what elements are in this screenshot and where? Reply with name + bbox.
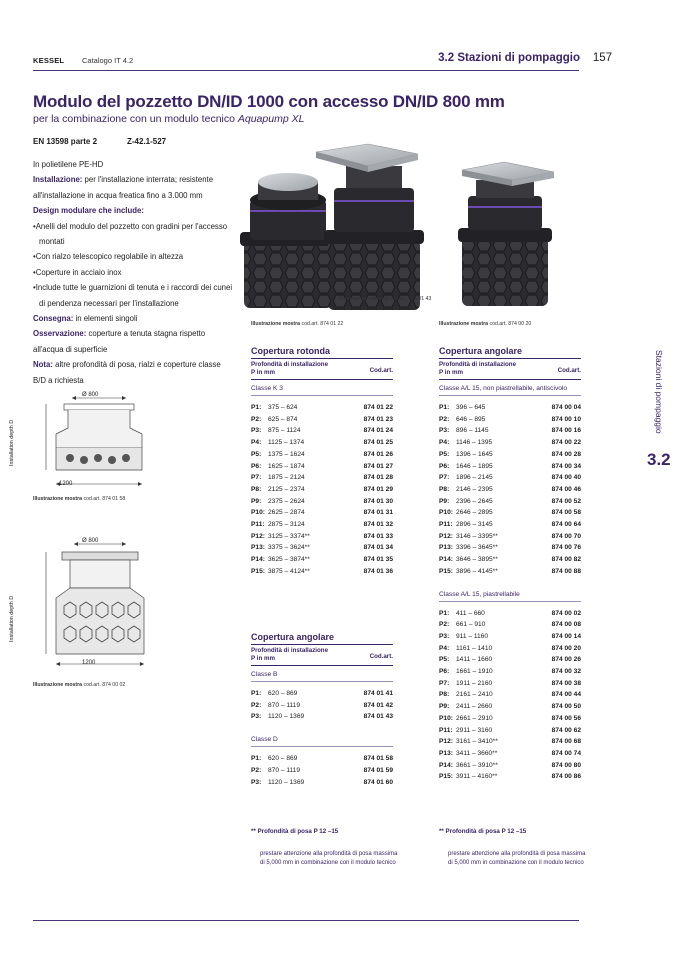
- catalog-label: Catalogo IT 4.2: [82, 56, 134, 65]
- depth-class: P3:: [439, 427, 450, 435]
- depth-range: 2911 – 3160: [456, 726, 493, 734]
- article-code: 874 01 26: [363, 450, 393, 458]
- depth-range: 620 – 869: [268, 690, 298, 697]
- table-row: [251, 472, 393, 484]
- article-code: 874 00 04: [551, 404, 581, 411]
- depth-range: 3911 – 4160**: [456, 773, 498, 781]
- article-code: 874 01 41: [363, 690, 393, 697]
- depth-class: P2:: [251, 766, 262, 774]
- depth-range: 3896 – 4145**: [456, 567, 498, 575]
- depth-class: P8:: [439, 691, 450, 699]
- article-code: 874 00 64: [551, 521, 581, 529]
- table-row: [439, 654, 581, 666]
- table-row: [251, 777, 393, 789]
- depth-class: P14:: [439, 761, 453, 769]
- depth-class: P4:: [439, 439, 450, 447]
- footnote-mark: ** Profondità di posa P 12 –15: [439, 828, 527, 835]
- depth-class: P1:: [251, 690, 262, 697]
- page-number: 157: [592, 52, 612, 64]
- article-code: 874 01 22: [363, 404, 393, 411]
- product-description: In polietilene PE-HD Installazione: per l'installazione interrata; resistente all'installazione in acqua freatica fino a 3.000 mm Design modulare che include: • Anelli del modulo del pozzetto con gradini per l'accesso montati • Con rialzo telescopico regolabile in altezza • Coperture in acciaio inox • Include tutte le guarnizioni di tenuta e i raccordi dei cunei di pendenza necessari per l'installazione Consegna: in elementi singoli Osservazione: coperture a tenuta stagna rispetto all'acqua di superficie Nota: altre profondità di posa, rialzi e coperture classe B/D a richiesta: [33, 157, 233, 388]
- caption-image-3: Illustrazione mostra cod.art. 874 00 20: [439, 321, 532, 327]
- depth-class: P7:: [251, 474, 262, 482]
- depth-range: 3411 – 3660**: [456, 749, 498, 757]
- round-cover-module: [240, 173, 336, 308]
- article-code: 874 00 44: [551, 691, 581, 699]
- depth-class: P10:: [251, 509, 265, 517]
- depth-class: P12:: [251, 532, 265, 540]
- table-row: [251, 496, 393, 508]
- article-code: 874 01 36: [363, 567, 393, 575]
- depth-range: 1896 – 2145: [456, 474, 493, 482]
- depth-class: P1:: [251, 404, 262, 411]
- class-label: Classe D: [251, 731, 393, 747]
- depth-class: P8:: [439, 485, 450, 493]
- norm-standard: EN 13598 parte 2: [33, 137, 98, 146]
- technical-drawing-round: [30, 388, 170, 492]
- article-code: 874 01 23: [363, 415, 393, 423]
- depth-class: P11:: [251, 521, 265, 529]
- depth-class: P3:: [251, 778, 262, 786]
- table-row: [251, 765, 393, 777]
- depth-range: 1646 – 1895: [456, 462, 493, 470]
- depth-range: 3625 – 3874**: [268, 556, 310, 564]
- table-title: Copertura angolare: [439, 346, 581, 359]
- table-row: [439, 472, 581, 484]
- depth-range: 2146 – 2395: [456, 485, 493, 493]
- article-code: 874 00 34: [551, 462, 581, 470]
- table-row: [439, 566, 581, 578]
- article-code: 874 00 88: [551, 567, 581, 575]
- article-code: 874 01 25: [363, 439, 393, 447]
- technical-drawing-angular: [30, 534, 170, 672]
- table-header: Profondità di installazione P in mm Cod.art.: [251, 645, 393, 666]
- table-row: [439, 725, 581, 737]
- article-code: 874 01 43: [363, 713, 393, 721]
- table-row: [439, 461, 581, 473]
- table-row: [251, 414, 393, 426]
- depth-range: 620 – 869: [268, 755, 298, 763]
- table-row: [251, 425, 393, 437]
- caption-image-1: Illustrazione mostra cod.art. 874 01 22: [251, 321, 344, 327]
- depth-class: P14:: [439, 556, 453, 564]
- depth-class: P12:: [439, 532, 453, 540]
- page-subtitle: per la combinazione con un modulo tecnico Aquapump XL: [33, 113, 305, 125]
- depth-range: 1411 – 1660: [456, 656, 493, 664]
- depth-class: P15:: [439, 773, 453, 781]
- article-code: 874 01 33: [363, 532, 393, 540]
- table-row: [251, 688, 393, 700]
- depth-range: 2161 – 2410: [456, 691, 493, 699]
- depth-range: 870 – 1119: [268, 701, 301, 709]
- article-code: 874 00 26: [551, 656, 581, 664]
- drawing1-depth: Installation depth D: [9, 419, 15, 466]
- depth-range: 2661 – 2910: [456, 714, 493, 722]
- table-row: [439, 531, 581, 543]
- depth-class: P9:: [439, 703, 450, 711]
- article-code: 874 00 52: [551, 497, 581, 505]
- article-code: 874 00 08: [551, 621, 581, 629]
- table-row: [439, 542, 581, 554]
- depth-range: 1120 – 1369: [268, 713, 305, 721]
- depth-class: P3:: [439, 632, 450, 640]
- article-code: 874 00 58: [551, 509, 581, 517]
- depth-range: 3375 – 3624**: [268, 544, 310, 552]
- depth-range: 661 – 910: [456, 621, 486, 629]
- drawing1-width: 1200: [59, 481, 73, 487]
- depth-class: P2:: [251, 701, 262, 709]
- table-row: [439, 666, 581, 678]
- depth-range: 1911 – 2160: [456, 679, 493, 687]
- section-title: 3.2 Stazioni di pompaggio: [438, 52, 580, 64]
- drawing1-diameter: Ø 800: [82, 392, 99, 398]
- depth-range: 1120 – 1369: [268, 778, 305, 786]
- table-row: [251, 554, 393, 566]
- drawing2-width: 1200: [82, 660, 96, 666]
- footnote-text: prestare attenzione alla profondità di posa massima di 5,000 mm in combinazione con il modulo tecnico: [448, 851, 586, 866]
- depth-range: 1396 – 1645: [456, 450, 493, 458]
- table-row: [251, 711, 393, 723]
- article-code: 874 01 28: [363, 474, 393, 482]
- table-row: [251, 700, 393, 712]
- depth-range: 3161 – 3410**: [456, 738, 498, 746]
- caption-drawing-2: Illustrazione mostra cod.art. 874 00 02: [33, 682, 126, 688]
- depth-class: P4:: [251, 439, 262, 447]
- depth-range: 875 – 1124: [268, 427, 301, 435]
- table-row: [251, 519, 393, 531]
- table-angular-cover-small: [251, 632, 393, 788]
- table-row: [439, 496, 581, 508]
- depth-range: 2125 – 2374: [268, 485, 305, 493]
- table-row: [251, 437, 393, 449]
- article-code: 874 00 86: [551, 773, 581, 781]
- depth-range: 896 – 1145: [456, 427, 489, 435]
- table-row: [439, 736, 581, 748]
- article-code: 874 00 50: [551, 703, 581, 711]
- depth-class: P4:: [439, 644, 450, 652]
- table-row: [439, 519, 581, 531]
- depth-class: P5:: [439, 450, 450, 458]
- depth-class: P5:: [251, 450, 262, 458]
- angular-cover-module-center: [316, 144, 424, 310]
- norm-approval: Z-42.1-527: [127, 137, 167, 146]
- article-code: 874 00 14: [551, 632, 581, 640]
- depth-class: P1:: [439, 609, 450, 617]
- table-row: [251, 402, 393, 414]
- depth-class: P3:: [251, 427, 262, 435]
- header-divider: [33, 70, 579, 71]
- table-row: [439, 449, 581, 461]
- depth-range: 3125 – 3374**: [268, 532, 310, 540]
- product-images: [236, 140, 576, 320]
- depth-class: P9:: [251, 497, 262, 505]
- caption-image-2: Illustrazione mostra cod.art. 874 01 43: [339, 296, 432, 302]
- article-code: 874 01 29: [363, 485, 393, 493]
- table-row: [439, 619, 581, 631]
- article-code: 874 00 82: [551, 556, 581, 564]
- table-row: [251, 507, 393, 519]
- article-code: 874 01 31: [363, 509, 393, 517]
- table-row: [439, 608, 581, 620]
- table-row: [251, 449, 393, 461]
- table-title: Copertura rotonda: [251, 346, 393, 359]
- table-row: [439, 437, 581, 449]
- depth-range: 396 – 645: [456, 404, 486, 411]
- depth-range: 870 – 1119: [268, 766, 301, 774]
- article-code: 874 01 24: [363, 427, 393, 435]
- footer-divider: [33, 920, 579, 921]
- footnote-text: prestare attenzione alla profondità di posa massima di 5,000 mm in combinazione con il modulo tecnico: [260, 851, 398, 866]
- depth-class: P2:: [439, 415, 450, 423]
- article-code: 874 01 60: [363, 778, 393, 786]
- table-row: [439, 701, 581, 713]
- table-row: [439, 484, 581, 496]
- article-code: 874 00 40: [551, 474, 581, 482]
- article-code: 874 00 80: [551, 761, 581, 769]
- class-label: Classe B: [251, 666, 393, 682]
- table-row: [439, 748, 581, 760]
- article-code: 874 00 02: [551, 609, 581, 617]
- article-code: 874 00 46: [551, 485, 581, 493]
- depth-range: 3661 – 3910**: [456, 761, 498, 769]
- article-code: 874 00 38: [551, 679, 581, 687]
- table-row: [439, 689, 581, 701]
- page-title: Modulo del pozzetto DN/ID 1000 con accesso DN/ID 800 mm: [33, 92, 505, 111]
- depth-range: 2396 – 2645: [456, 497, 493, 505]
- table-row: [439, 631, 581, 643]
- table-title: Copertura angolare: [251, 632, 393, 645]
- table-header: Profondità di installazione P in mm Cod.art.: [439, 359, 581, 380]
- depth-class: P7:: [439, 474, 450, 482]
- article-code: 874 01 42: [363, 701, 393, 709]
- table-row: [251, 461, 393, 473]
- depth-range: 2411 – 2660: [456, 703, 493, 711]
- depth-range: 3875 – 4124**: [268, 567, 310, 575]
- table-header: Profondità di installazione P in mm Cod.art.: [251, 359, 393, 380]
- drawing2-diameter: Ø 800: [82, 538, 99, 544]
- depth-range: 411 – 660: [456, 609, 485, 617]
- brand: KESSEL: [33, 56, 65, 65]
- footnote-mark: ** Profondità di posa P 12 –15: [251, 828, 339, 835]
- table-row: [251, 566, 393, 578]
- depth-class: P8:: [251, 485, 262, 493]
- depth-class: P13:: [251, 544, 265, 552]
- article-code: 874 01 34: [363, 544, 393, 552]
- article-code: 874 01 59: [363, 766, 393, 774]
- side-tab-label: Stazioni di pompaggio: [654, 350, 664, 434]
- article-code: 874 01 30: [363, 497, 393, 505]
- depth-class: P14:: [251, 556, 265, 564]
- class-label: Classe A/L 15, non piastrellabile, antiscivolo: [439, 380, 581, 396]
- table-row: [439, 425, 581, 437]
- depth-range: 1146 – 1395: [456, 439, 493, 447]
- depth-class: P5:: [439, 656, 450, 664]
- depth-class: P7:: [439, 679, 450, 687]
- depth-range: 375 – 624: [268, 404, 298, 411]
- table-row: [251, 542, 393, 554]
- depth-class: P2:: [439, 621, 450, 629]
- depth-range: 1661 – 1910: [456, 668, 493, 676]
- article-code: 874 00 16: [551, 427, 581, 435]
- depth-class: P2:: [251, 415, 262, 423]
- depth-class: P3:: [251, 713, 262, 721]
- depth-range: 1125 – 1374: [268, 439, 305, 447]
- drawing2-depth: Installation depth D: [9, 595, 15, 642]
- depth-class: P11:: [439, 521, 453, 529]
- article-code: 874 00 20: [551, 644, 581, 652]
- depth-class: P15:: [251, 567, 265, 575]
- depth-range: 3396 – 3645**: [456, 544, 498, 552]
- depth-class: P15:: [439, 567, 453, 575]
- depth-class: P10:: [439, 509, 453, 517]
- depth-class: P13:: [439, 749, 453, 757]
- article-code: 874 01 27: [363, 462, 393, 470]
- depth-class: P10:: [439, 714, 453, 722]
- caption-drawing-1: Illustrazione mostra cod.art. 874 01 58: [33, 496, 126, 502]
- article-code: 874 00 56: [551, 714, 581, 722]
- class-label: Classe A/L 15, piastrellabile: [439, 586, 581, 602]
- depth-class: P6:: [251, 462, 262, 470]
- depth-range: 646 – 895: [456, 415, 486, 423]
- table-row: [439, 760, 581, 772]
- depth-class: P9:: [439, 497, 450, 505]
- article-code: 874 00 76: [551, 544, 581, 552]
- table-row: [439, 771, 581, 783]
- class-label: Classe K 3: [251, 380, 393, 396]
- article-code: 874 00 10: [551, 415, 581, 423]
- table-angular-cover-large: [439, 346, 581, 783]
- article-code: 874 00 62: [551, 726, 581, 734]
- depth-class: P6:: [439, 462, 450, 470]
- depth-range: 2875 – 3124: [268, 521, 305, 529]
- table-row: [439, 414, 581, 426]
- side-tab-number: 3.2: [647, 450, 671, 469]
- table-row: [439, 678, 581, 690]
- depth-range: 1375 – 1624: [268, 450, 305, 458]
- depth-range: 1625 – 1874: [268, 462, 305, 470]
- table-row: [439, 713, 581, 725]
- depth-class: P1:: [439, 404, 450, 411]
- depth-range: 3146 – 3395**: [456, 532, 498, 540]
- table-row: [439, 643, 581, 655]
- depth-class: P6:: [439, 668, 450, 676]
- depth-range: 625 – 874: [268, 415, 298, 423]
- depth-range: 2896 – 3145: [456, 521, 493, 529]
- depth-class: P11:: [439, 726, 453, 734]
- article-code: 874 01 35: [363, 556, 393, 564]
- article-code: 874 00 68: [551, 738, 581, 746]
- table-row: [251, 484, 393, 496]
- depth-class: P12:: [439, 738, 453, 746]
- depth-range: 1875 – 2124: [268, 474, 305, 482]
- article-code: 874 00 70: [551, 532, 581, 540]
- article-code: 874 01 32: [363, 521, 393, 529]
- table-row: [251, 531, 393, 543]
- article-code: 874 00 22: [551, 439, 581, 447]
- depth-class: P1:: [251, 755, 262, 763]
- article-code: 874 00 74: [551, 749, 581, 757]
- article-code: 874 00 32: [551, 668, 581, 676]
- table-row: [439, 554, 581, 566]
- table-round-cover: [251, 346, 393, 578]
- depth-range: 911 – 1160: [456, 632, 489, 640]
- table-row: [251, 753, 393, 765]
- table-row: [439, 402, 581, 414]
- angular-cover-module-right: [458, 162, 554, 306]
- article-code: 874 00 28: [551, 450, 581, 458]
- depth-range: 2646 – 2895: [456, 509, 493, 517]
- article-code: 874 01 58: [363, 755, 393, 763]
- table-row: [439, 507, 581, 519]
- depth-range: 2375 – 2624: [268, 497, 305, 505]
- depth-range: 2625 – 2874: [268, 509, 305, 517]
- depth-class: P13:: [439, 544, 453, 552]
- depth-range: 1161 – 1410: [456, 644, 493, 652]
- depth-range: 3646 – 3895**: [456, 556, 498, 564]
